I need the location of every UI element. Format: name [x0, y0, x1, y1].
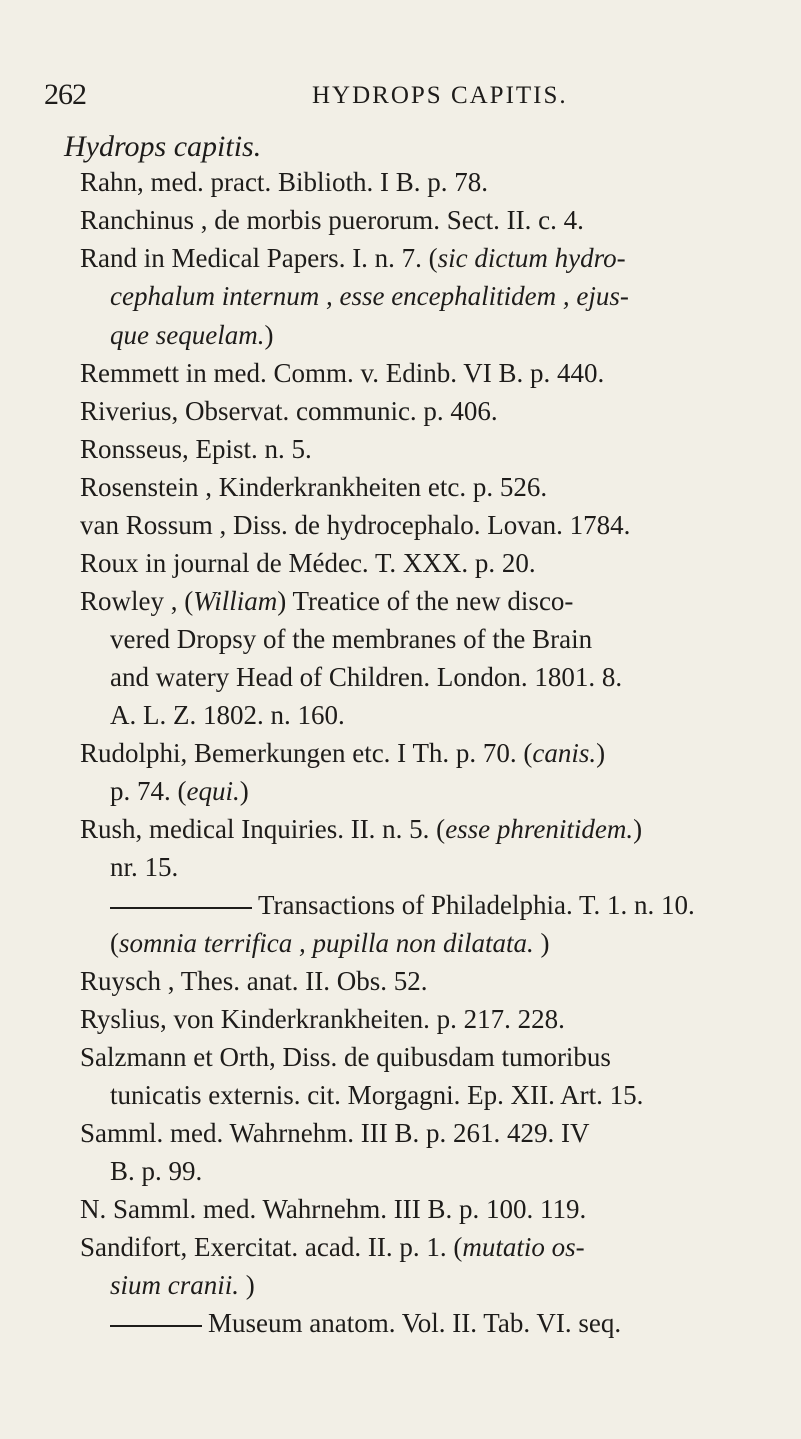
page-number: 262 [44, 78, 86, 111]
bibliography-entry: Remmett in med. Comm. v. Edinb. VI B. p. 440. [80, 358, 605, 388]
bibliography-entry: Ruysch , Thes. anat. II. Obs. 52. [80, 966, 428, 996]
running-head: HYDROPS CAPITIS. [312, 82, 568, 109]
page-header [44, 78, 684, 118]
bibliography-entry: Sandifort, Exercitat. acad. II. p. 1. (mutatio os- [80, 1232, 585, 1262]
bibliography-entry: Transactions of Philadelphia. T. 1. n. 10. [110, 888, 695, 922]
bibliography-entry: Rosenstein , Kinderkrankheiten etc. p. 526. [80, 472, 548, 502]
bibliography-entry: N. Samml. med. Wahrnehm. III B. p. 100. 119. [80, 1194, 587, 1224]
bibliography-entry: Roux in journal de Médec. T. XXX. p. 20. [80, 548, 536, 578]
bibliography-entry-continuation: B. p. 99. [110, 1156, 203, 1186]
bibliography-entry: Rush, medical Inquiries. II. n. 5. (esse phrenitidem.) [80, 814, 643, 844]
bibliography-entry-continuation: cephalum internum , esse encephalitidem , ejus- [110, 281, 629, 311]
bibliography-entry: Museum anatom. Vol. II. Tab. VI. seq. [110, 1306, 621, 1340]
ditto-rule [110, 1325, 202, 1327]
bibliography-entry-continuation: (somnia terrifica , pupilla non dilatata. ) [110, 928, 550, 958]
bibliography-entry-continuation: sium cranii. ) [110, 1270, 255, 1300]
bibliography-entry-continuation: A. L. Z. 1802. n. 160. [110, 700, 345, 730]
bibliography-entry-continuation: p. 74. (equi.) [110, 776, 249, 806]
bibliography-entry: Salzmann et Orth, Diss. de quibusdam tumoribus [80, 1042, 611, 1072]
bibliography-entry: Rudolphi, Bemerkungen etc. I Th. p. 70. (canis.) [80, 738, 606, 768]
ditto-rule [110, 907, 252, 909]
section-title: Hydrops capitis. [64, 130, 262, 163]
bibliography-entry: Riverius, Observat. communic. p. 406. [80, 396, 498, 426]
bibliography-entry: Ranchinus , de morbis puerorum. Sect. II. c. 4. [80, 205, 584, 235]
bibliography-entry-continuation: que sequelam.) [110, 320, 274, 350]
bibliography-entry: Samml. med. Wahrnehm. III B. p. 261. 429. IV [80, 1118, 590, 1148]
bibliography-entry: Rahn, med. pract. Biblioth. I B. p. 78. [80, 167, 488, 197]
bibliography-entry: Ronsseus, Epist. n. 5. [80, 434, 312, 464]
bibliography-entry-continuation: tunicatis externis. cit. Morgagni. Ep. XII. Art. 15. [110, 1080, 644, 1110]
bibliography-entry: Ryslius, von Kinderkrankheiten. p. 217. 228. [80, 1004, 565, 1034]
bibliography-entry: van Rossum , Diss. de hydrocephalo. Lovan. 1784. [80, 510, 631, 540]
bibliography-entry-continuation: vered Dropsy of the membranes of the Brain [110, 624, 593, 654]
bibliography-entry-continuation: and watery Head of Children. London. 1801. 8. [110, 662, 623, 692]
bibliography-entry: Rowley , (William) Treatice of the new disco- [80, 586, 574, 616]
bibliography-entry-continuation: nr. 15. [110, 852, 179, 882]
bibliography-entry: Rand in Medical Papers. I. n. 7. (sic dictum hydro- [80, 243, 626, 273]
